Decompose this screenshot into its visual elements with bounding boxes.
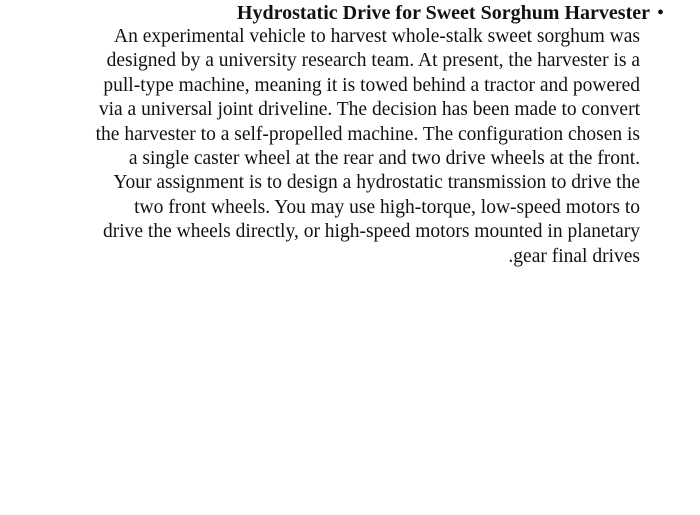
paragraph-line: Your assignment is to design a hydrostatic transmission to drive the: [113, 172, 640, 194]
paragraph-line: pull-type machine, meaning it is towed behind a tractor and powered: [103, 74, 640, 96]
paragraph-line: the harvester to a self-propelled machine. The configuration chosen is: [95, 123, 640, 145]
paragraph-line: An experimental vehicle to harvest whole-stalk sweet sorghum was: [114, 26, 640, 47]
document-heading: Hydrostatic Drive for Sweet Sorghum Harvester: [236, 2, 650, 24]
heading-row: [237, 1, 664, 25]
body-paragraph: [96, 25, 640, 269]
paragraph-line: via a universal joint driveline. The decision has been made to convert: [98, 99, 640, 121]
paragraph-line: .gear final drives: [508, 245, 640, 267]
paragraph-line: drive the wheels directly, or high-speed motors mounted in planetary: [102, 221, 640, 243]
paragraph-line: two front wheels. You may use high-torque, low-speed motors to: [134, 196, 640, 218]
paragraph-line: a single caster wheel at the rear and two drive wheels at the front.: [128, 148, 640, 170]
bullet-icon: •: [656, 2, 664, 24]
paragraph-line: designed by a university research team. At present, the harvester is a: [106, 50, 640, 72]
